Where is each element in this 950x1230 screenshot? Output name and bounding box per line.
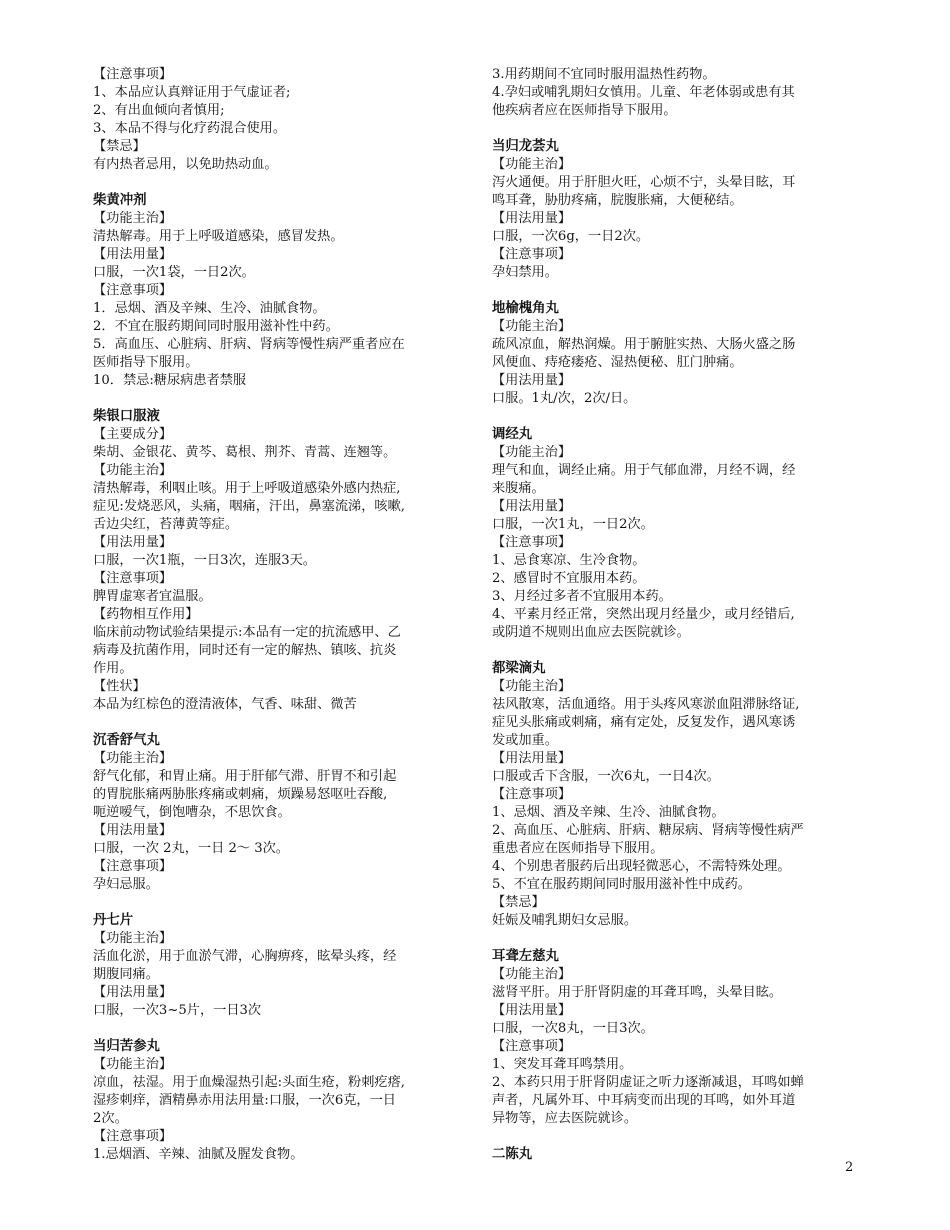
text-line: 本品为红棕色的澄清液体，气香、味甜、微苦	[93, 697, 357, 712]
text-line: 口服。1丸/次，2次/日。	[492, 391, 637, 406]
text-line: 口服，一次3~5片，一日3次	[93, 1003, 262, 1018]
medicine-title: 柴黄冲剂	[93, 193, 147, 208]
page-number: 2	[845, 1160, 854, 1175]
text-line: 4、个别患者服药后出现轻微恶心，不需特殊处理。	[492, 859, 791, 874]
text-line: 4.孕妇或哺乳期妇女慎用。儿童、年老体弱或患有其	[492, 85, 795, 100]
text-line: 【用法用量】	[492, 373, 572, 388]
medicine-title: 调经丸	[492, 427, 533, 442]
text-line: 期腹同痛。	[93, 967, 159, 982]
section-spacer	[93, 1020, 465, 1038]
text-line: 【功能主治】	[93, 931, 173, 946]
text-line: 【用法用量】	[93, 823, 173, 838]
medicine-title: 柴银口服液	[93, 409, 160, 424]
text-line: 病毒及抗菌作用，同时还有一定的解热、镇咳、抗炎	[93, 643, 397, 658]
text-line: 舒气化郁，和胃止痛。用于肝郁气滞、肝胃不和引起	[93, 769, 397, 784]
text-line: 【功能主治】	[93, 463, 173, 478]
text-line: 3、本品不得与化疗药混合使用。	[93, 121, 287, 136]
text-line: 活血化淤，用于血淤气滞，心胸痹疼，眩晕头疼，经	[93, 949, 397, 964]
text-line: 【功能主治】	[492, 445, 572, 460]
text-line: 【注意事项】	[93, 67, 173, 82]
text-line: 发或加重。	[492, 733, 558, 748]
text-line: 2、本药只用于肝肾阴虚证之听力逐渐减退，耳鸣如蝉	[492, 1075, 804, 1090]
text-line: 异物等，应去医院就诊。	[492, 1111, 638, 1126]
left-column	[93, 66, 465, 1164]
medicine-title: 丹七片	[93, 913, 134, 928]
text-line: 妊娠及哺乳期妇女忌服。	[492, 913, 638, 928]
section-spacer	[492, 930, 858, 948]
text-line: 临床前动物试验结果提示:本品有一定的抗流感甲、乙	[93, 625, 401, 640]
text-line: 的胃脘胀痛两胁胀疼痛或刺痛，烦躁易怒呕吐吞酸,	[93, 787, 388, 802]
section-spacer	[93, 174, 465, 192]
text-line: 有内热者忌用，以免助热动血。	[93, 157, 278, 172]
section-spacer	[93, 894, 465, 912]
section-spacer	[492, 1128, 858, 1146]
text-line: 风便血、痔疮瘘疮、湿热便秘、肛门肿痛。	[492, 355, 743, 370]
text-line: 2．不宜在服药期间同时服用滋补性中药。	[93, 319, 339, 334]
right-column	[492, 66, 858, 1164]
text-line: 【用法用量】	[93, 535, 173, 550]
text-line: 【禁忌】	[492, 895, 545, 910]
text-line: 【性状】	[93, 679, 146, 694]
text-line: 口服或舌下含服，一次6丸，一日4次。	[492, 769, 720, 784]
text-line: 柴胡、金银花、黄芩、葛根、荆芥、青蒿、连翘等。	[93, 445, 397, 460]
text-line: 来腹痛。	[492, 481, 545, 496]
text-line: 口服，一次8丸，一日3次。	[492, 1021, 654, 1036]
text-line: 祛风散寒，活血通络。用于头疼风寒淤血阻滞脉络证,	[492, 697, 800, 712]
medicine-title: 都梁滴丸	[492, 661, 546, 676]
text-line: 孕妇禁用。	[492, 265, 558, 280]
text-line: 口服，一次1袋，一日2次。	[93, 265, 255, 280]
text-line: 泻火通便。用于肝胆火旺，心烦不宁，头晕目眩，耳	[492, 175, 796, 190]
text-line: 1、忌食寒凉、生冷食物。	[492, 553, 646, 568]
text-line: 症见:发烧恶风，头痛，咽痛，汗出，鼻塞流涕，咳嗽,	[93, 499, 405, 514]
text-line: 声者，凡属外耳、中耳病变而出现的耳鸣，如外耳道	[492, 1093, 796, 1108]
text-line: 口服，一次1丸，一日2次。	[492, 517, 654, 532]
text-line: 或阴道不规则出血应去医院就诊。	[492, 625, 690, 640]
text-line: 3.用药期间不宜同时服用温热性药物。	[492, 67, 716, 82]
text-line: 疏风凉血，解热润燥。用于腑脏实热、大肠火盛之肠	[492, 337, 796, 352]
section-spacer	[93, 390, 465, 408]
text-line: 重患者应在医师指导下服用。	[492, 841, 664, 856]
text-line: 【主要成分】	[93, 427, 173, 442]
text-line: 【用法用量】	[492, 499, 572, 514]
text-line: 4、平素月经正常，突然出现月经量少，或月经错后,	[492, 607, 795, 622]
text-line: 凉血，祛湿。用于血燥湿热引起:头面生疮，粉刺疙瘩,	[93, 1075, 405, 1090]
text-line: 10．禁忌:糖尿病患者禁服	[93, 373, 247, 388]
text-line: 【用法用量】	[492, 1003, 572, 1018]
text-line: 鸣耳聋，胁肋疼痛，脘腹胀痛，大便秘结。	[492, 193, 743, 208]
text-line: 2次。	[93, 1111, 128, 1126]
text-line: 【用法用量】	[492, 751, 572, 766]
text-line: 舌边尖红，苔薄黄等症。	[93, 517, 239, 532]
text-line: 滋肾平肝。用于肝肾阴虚的耳聋耳鸣，头晕目眩。	[492, 985, 783, 1000]
text-line: 【功能主治】	[93, 211, 173, 226]
text-line: 【功能主治】	[492, 157, 572, 172]
text-line: 1.忌烟酒、辛辣、油腻及腥发食物。	[93, 1147, 304, 1162]
text-line: 【用法用量】	[93, 985, 173, 1000]
medicine-title: 沉香舒气丸	[93, 733, 160, 748]
text-line: 口服，一次1瓶，一日3次，连服3天。	[93, 553, 316, 568]
text-line: 1．忌烟、酒及辛辣、生冷、油腻食物。	[93, 301, 326, 316]
text-line: 【注意事项】	[492, 787, 572, 802]
text-line: 【禁忌】	[93, 139, 146, 154]
text-line: 【注意事项】	[93, 859, 173, 874]
text-line: 5、不宜在服药期间同时服用滋补性中成药。	[492, 877, 751, 892]
text-line: 3、月经过多者不宜服用本药。	[492, 589, 672, 604]
section-spacer	[93, 714, 465, 732]
text-line: 理气和血，调经止痛。用于气郁血滞，月经不调，经	[492, 463, 796, 478]
text-line: 【注意事项】	[492, 1039, 572, 1054]
medicine-title: 当归龙荟丸	[492, 139, 559, 154]
text-line: 【注意事项】	[492, 535, 572, 550]
text-line: 2、有出血倾向者慎用;	[93, 103, 225, 118]
medicine-title: 当归苦参丸	[93, 1039, 160, 1054]
section-spacer	[492, 120, 858, 138]
text-line: 他疾病者应在医师指导下服用。	[492, 103, 677, 118]
text-line: 症见头胀痛或刺痛，痛有定处，反复发作，遇风寒诱	[492, 715, 796, 730]
text-line: 清热解毒。用于上呼吸道感染，感冒发热。	[93, 229, 344, 244]
text-line: 【功能主治】	[93, 1057, 173, 1072]
text-line: 5．高血压、心脏病、肝病、肾病等慢性病严重者应在	[93, 337, 405, 352]
medicine-title: 二陈丸	[492, 1147, 533, 1162]
text-line: 【注意事项】	[93, 571, 173, 586]
text-line: 【注意事项】	[93, 1129, 173, 1144]
text-line: 【功能主治】	[492, 319, 572, 334]
text-line: 呃逆嗳气，倒饱嘈杂，不思饮食。	[93, 805, 291, 820]
text-line: 1、忌烟、酒及辛辣、生冷、油腻食物。	[492, 805, 725, 820]
text-line: 脾胃虚寒者宜温服。	[93, 589, 212, 604]
text-line: 清热解毒，利咽止咳。用于上呼吸道感染外感内热症,	[93, 481, 401, 496]
text-line: 口服，一次6g，一日2次。	[492, 229, 650, 244]
text-line: 孕妇忌服。	[93, 877, 159, 892]
text-line: 作用。	[93, 661, 133, 676]
text-line: 2、感冒时不宜服用本药。	[492, 571, 646, 586]
text-line: 1、本品应认真辩证用于气虚证者;	[93, 85, 291, 100]
text-line: 1、突发耳聋耳鸣禁用。	[492, 1057, 633, 1072]
text-line: 【注意事项】	[492, 247, 572, 262]
section-spacer	[492, 408, 858, 426]
text-line: 湿疹刺痒，酒精鼻赤用法用量:口服，一次6克，一日	[93, 1093, 396, 1108]
text-line: 【功能主治】	[492, 679, 572, 694]
text-line: 【用法用量】	[93, 247, 173, 262]
section-spacer	[492, 282, 858, 300]
text-line: 医师指导下服用。	[93, 355, 199, 370]
section-spacer	[492, 642, 858, 660]
text-line: 口服，一次 2丸，一日 2～ 3次。	[93, 841, 289, 856]
medicine-title: 地榆槐角丸	[492, 301, 559, 316]
text-line: 2、高血压、心脏病、肝病、糖尿病、肾病等慢性病严	[492, 823, 804, 838]
medicine-title: 耳聋左慈丸	[492, 949, 559, 964]
text-line: 【药物相互作用】	[93, 607, 199, 622]
text-line: 【功能主治】	[93, 751, 173, 766]
text-line: 【用法用量】	[492, 211, 572, 226]
text-line: 【功能主治】	[492, 967, 572, 982]
text-line: 【注意事项】	[93, 283, 173, 298]
